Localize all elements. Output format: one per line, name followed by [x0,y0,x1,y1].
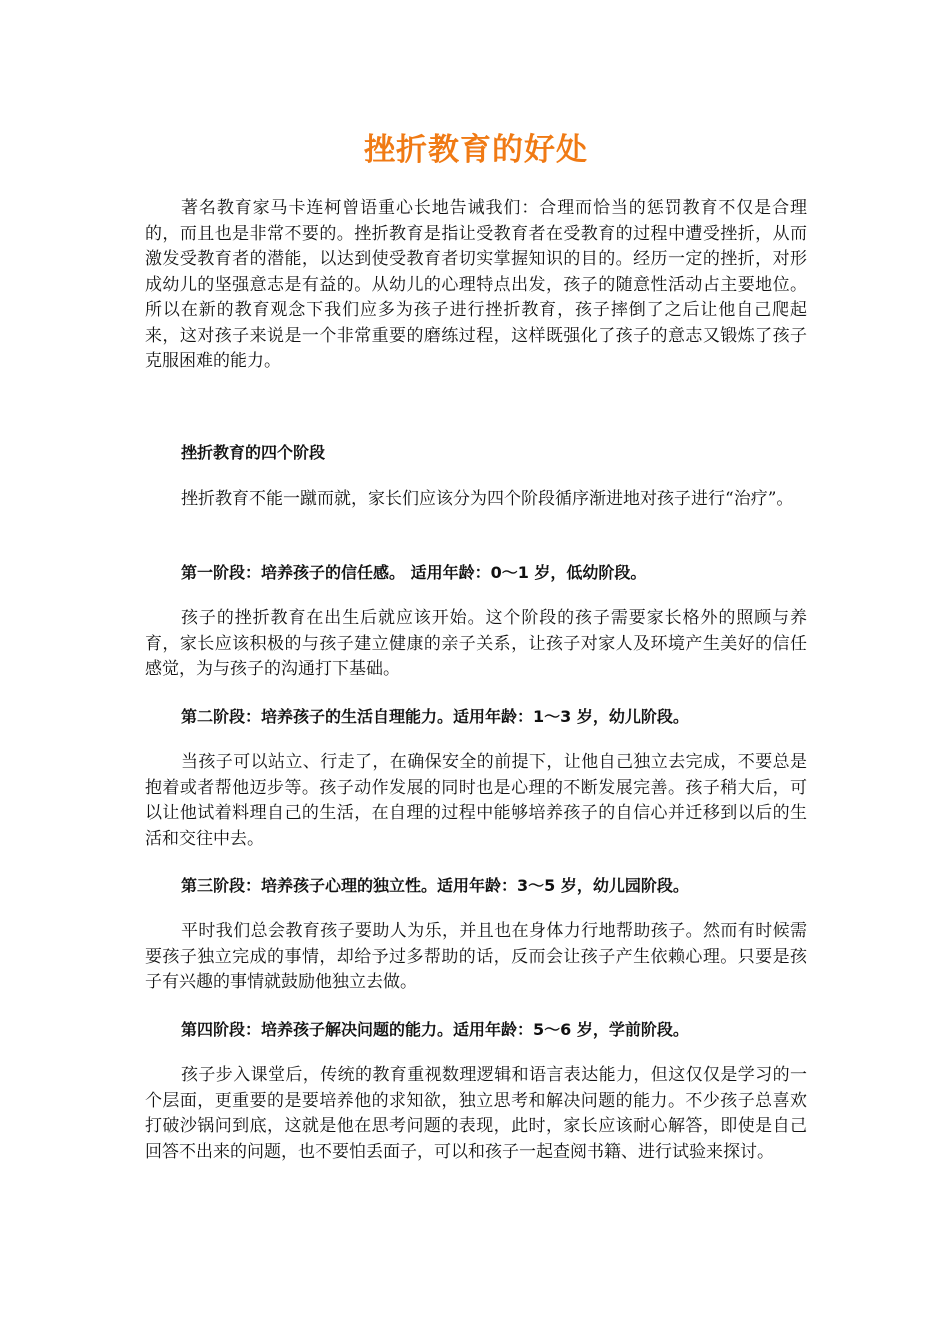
stage-4-heading: 第四阶段：培养孩子解决问题的能力。适用年龄：5～6 岁，学前阶段。 [181,1020,689,1039]
stage-2-heading: 第二阶段：培养孩子的生活自理能力。适用年龄：1～3 岁，幼儿阶段。 [181,707,689,726]
intro-paragraph: 著名教育家马卡连柯曾语重心长地告诫我们：合理而恰当的惩罚教育不仅是合理的，而且也是非常不要的。挫折教育是指让受教育者在受教育的过程中遭受挫折，从而激发受教育者的潜能，以达到使受教育者切实掌握知识的目的。经历一定的挫折，对形成幼儿的坚强意志是有益的。从幼儿的心理特点出发，孩子的随意性活动占主要地位。所以在新的教育观念下我们应多为孩子进行挫折教育，孩子摔倒了之后让他自己爬起来，这对孩子来说是一个非常重要的磨练过程，这样既强化了孩子的意志又锻炼了孩子克服困难的能力。 [145,198,807,371]
section-intro-paragraph: 挫折教育不能一蹴而就，家长们应该分为四个阶段循序渐进地对孩子进行“治疗”。 [181,489,794,509]
document-title: 挫折教育的好处 [364,132,588,168]
stage-3-heading: 第三阶段：培养孩子心理的独立性。适用年龄：3～5 岁，幼儿园阶段。 [181,876,689,895]
stage-1-paragraph: 孩子的挫折教育在出生后就应该开始。这个阶段的孩子需要家长格外的照顾与养育，家长应该积极的与孩子建立健康的亲子关系，让孩子对家人及环境产生美好的信任感觉，为与孩子的沟通打下基础。 [145,608,807,679]
section-heading: 挫折教育的四个阶段 [181,443,326,462]
stage-3-paragraph: 平时我们总会教育孩子要助人为乐，并且也在身体力行地帮助孩子。然而有时候需要孩子独立完成的事情，却给予过多帮助的话，反而会让孩子产生依赖心理。只要是孩子有兴趣的事情就鼓励他独立去做。 [145,921,807,992]
stage-2-paragraph: 当孩子可以站立、行走了，在确保安全的前提下，让他自己独立去完成，不要总是抱着或者帮他迈步等。孩子动作发展的同时也是心理的不断发展完善。孩子稍大后，可以让他试着料理自己的生活，在自理的过程中能够培养孩子的自信心并迁移到以后的生活和交往中去。 [145,752,807,849]
stage-1-heading: 第一阶段：培养孩子的信任感。 适用年龄：0～1 岁，低幼阶段。 [181,563,647,582]
stage-4-paragraph: 孩子步入课堂后，传统的教育重视数理逻辑和语言表达能力，但这仅仅是学习的一个层面，更重要的是要培养他的求知欲，独立思考和解决问题的能力。不少孩子总喜欢打破沙锅问到底，这就是他在思考问题的表现，此时，家长应该耐心解答，即使是自己回答不出来的问题，也不要怕丢面子，可以和孩子一起查阅书籍、进行试验来探讨。 [145,1065,807,1162]
